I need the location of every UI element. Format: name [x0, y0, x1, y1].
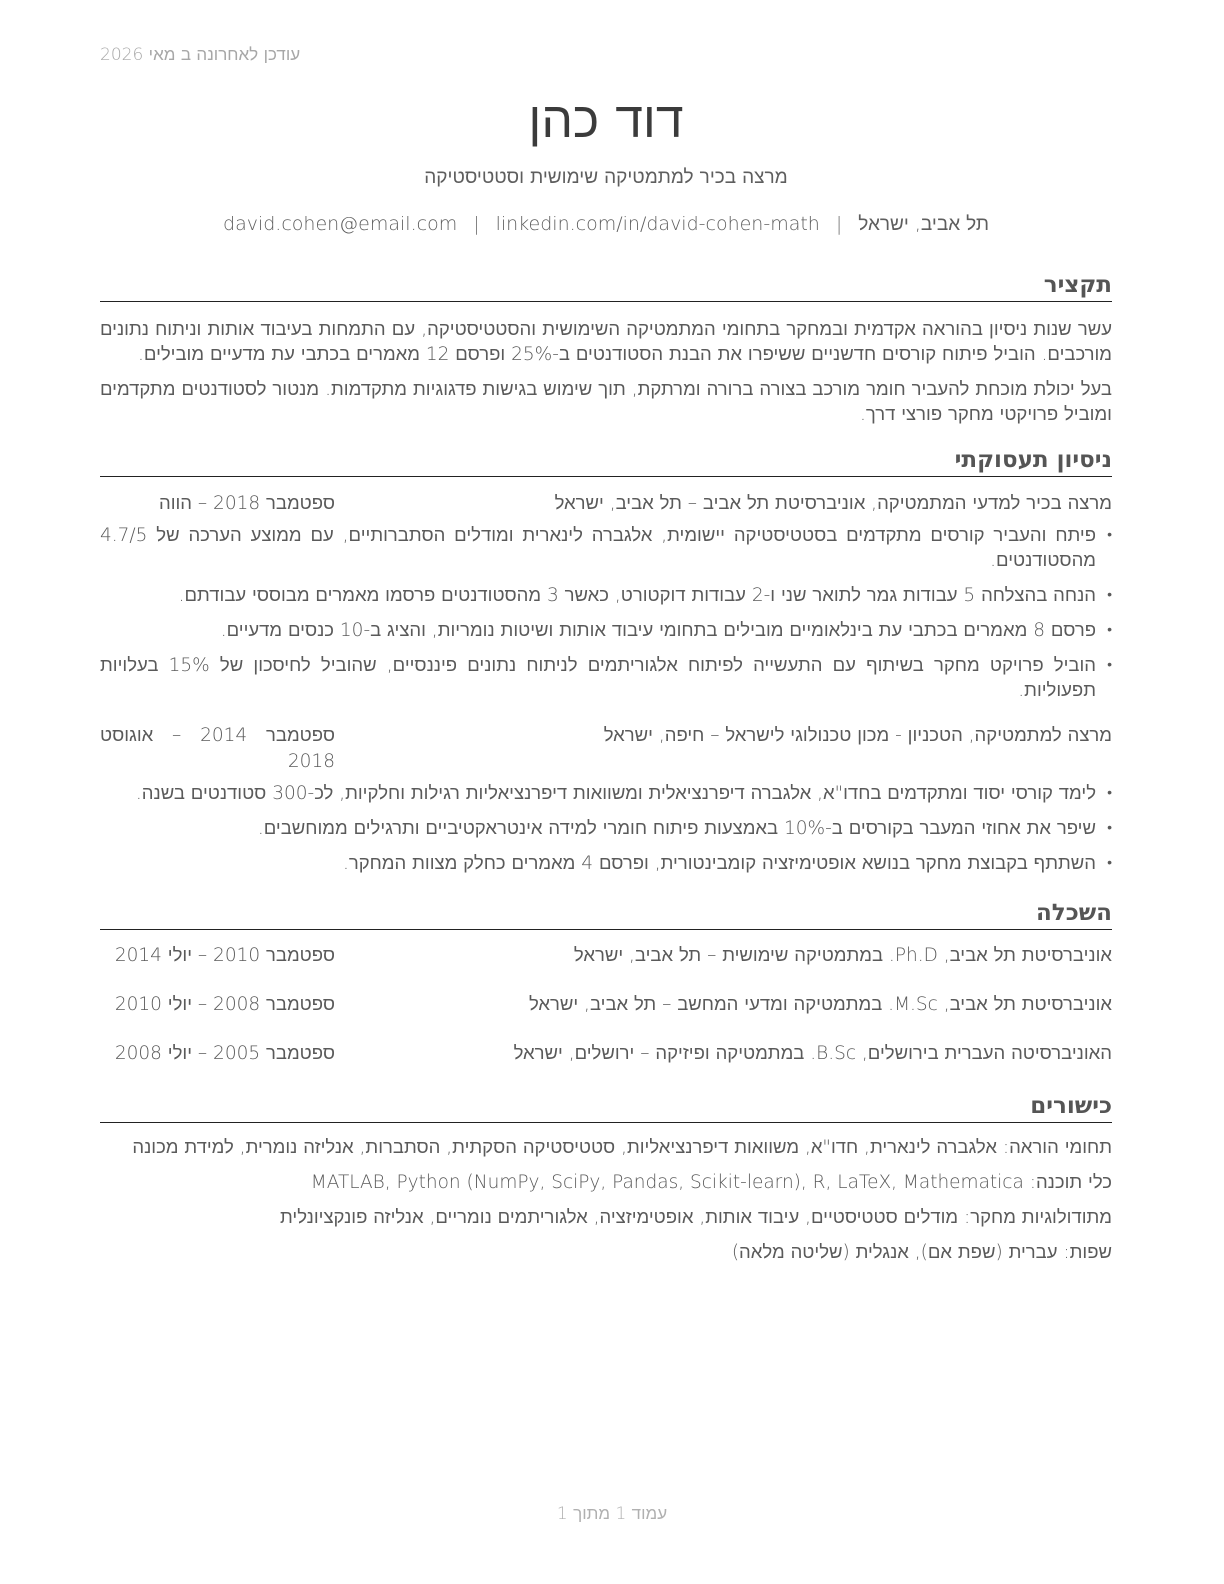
skills-heading: כישורים: [100, 1091, 1112, 1123]
skills-section: [100, 1091, 1112, 1265]
resume-header: [100, 0, 1112, 236]
job-bullet: • לימד קורסי יסוד ומתקדמים בחדו"א, אלגברה דיפרנציאלית ומשוואות דיפרנציאליות רגילות וחלקיות, לכ-300 סטודנטים בשנה.: [100, 781, 1112, 806]
person-name: דוד כהן: [528, 91, 684, 149]
education-degree: אוניברסיטת תל אביב, M.Sc. במתמטיקה ומדעי המחשב – תל אביב, ישראל: [528, 994, 1112, 1015]
education-item: [100, 1041, 1112, 1067]
contact-separator: |: [473, 213, 480, 235]
page-number: עמוד 1 מתוך 1: [556, 1504, 668, 1524]
job-header-row: [100, 723, 1112, 775]
job-header-row: [100, 491, 1112, 517]
skill-line: שפות: עברית (שפת אם), אנגלית (שליטה מלאה): [731, 1242, 1112, 1263]
summary-section: [100, 270, 1112, 427]
job-bullet: • הנחה בהצלחה 5 עבודות גמר לתואר שני ו-2 עבודות דוקטורט, כאשר 3 מהסטודנטים פרסמו מאמרים מבוססי עבודתם.: [100, 583, 1112, 608]
contact-line: [100, 213, 1112, 236]
job-bullet: • פיתח והעביר קורסים מתקדמים בסטטיסטיקה יישומית, אלגברה לינארית ומודלים הסתברותיים, עם ממוצע הערכה של 4.7/5 מהסטודנטים.: [100, 523, 1112, 573]
summary-paragraph: בעל יכולת מוכחת להעביר חומר מורכב בצורה ברורה ומרתקת, תוך שימוש בגישות פדגוגיות מתקדמות. מנטור לסטודנטים מתקדמים ומוביל פרויקטי מחקר פורצי דרך.: [100, 379, 1112, 425]
summary-paragraph: עשר שנות ניסיון בהוראה אקדמית ובמחקר בתחומי המתמטיקה השימושית והסטטיסטיקה, עם התמחות בעיבוד אותות וניתוח נתונים מורכבים. הוביל פיתוח קורסים חדשניים ששיפרו את הבנת הסטודנטים ב-25% ופרסם 12 מאמרים בכתבי עת מדעיים מובילים.: [100, 319, 1112, 365]
job-bullet: • פרסם 8 מאמרים בכתבי עת בינלאומיים מובילים בתחומי עיבוד אותות ושיטות נומריות, והציג ב-10 כנסים מדעיים.: [100, 618, 1112, 643]
job-title: מרצה למתמטיקה, הטכניון - מכון טכנולוגי לישראל – חיפה, ישראל: [603, 725, 1112, 746]
job-bullets: [100, 523, 1112, 703]
experience-section: [100, 445, 1112, 876]
job-bullet: • השתתף בקבוצת מחקר בנושא אופטימיזציה קומבינטורית, ופרסם 4 מאמרים כחלק מצוות המחקר.: [100, 851, 1112, 876]
contact-location: תל אביב, ישראל: [858, 213, 989, 235]
job-dates: ספטמבר 2018 – הווה: [158, 493, 335, 514]
education-item: [100, 992, 1112, 1018]
skill-line: מתודולוגיות מחקר: מודלים סטטיסטיים, עיבוד אותות, אופטימיזציה, אלגוריתמים נומריים, אנליזה פונקציונלית: [279, 1207, 1112, 1228]
skills-list: [100, 1135, 1112, 1265]
education-dates: ספטמבר 2008 – יולי 2010: [114, 994, 335, 1015]
job-entry: [100, 723, 1112, 876]
contact-linkedin[interactable]: linkedin.com/in/david-cohen-math: [495, 213, 820, 235]
skill-line: תחומי הוראה: אלגברה לינארית, חדו"א, משוואות דיפרנציאליות, סטטיסטיקה הסקתית, הסתברות, אנליזה נומרית, למידת מכונה: [132, 1137, 1112, 1158]
job-bullet: • שיפר את אחוזי המעבר בקורסים ב-10% באמצעות פיתוח חומרי למידה אינטראקטיביים ותרגילים ממוחשבים.: [100, 816, 1112, 841]
education-dates: ספטמבר 2010 – יולי 2014: [114, 945, 335, 966]
job-entry: [100, 491, 1112, 703]
education-dates: ספטמבר 2005 – יולי 2008: [114, 1043, 335, 1064]
education-section: [100, 898, 1112, 1067]
experience-heading: ניסיון תעסוקתי: [100, 445, 1112, 477]
last-updated-note: עודכן לאחרונה ב מאי 2026: [100, 45, 301, 65]
job-subtitle: מרצה בכיר למתמטיקה שימושית וסטטיסטיקה: [424, 166, 788, 188]
job-bullets: [100, 781, 1112, 876]
education-heading: השכלה: [100, 898, 1112, 930]
education-item: [100, 943, 1112, 969]
job-dates: ספטמבר 2014 – אוגוסט 2018: [100, 725, 335, 772]
education-degree: אוניברסיטת תל אביב, Ph.D. במתמטיקה שימושית – תל אביב, ישראל: [573, 945, 1112, 966]
contact-separator: |: [835, 213, 843, 235]
summary-heading: תקציר: [100, 270, 1112, 302]
job-title: מרצה בכיר למדעי המתמטיקה, אוניברסיטת תל אביב – תל אביב, ישראל: [554, 493, 1112, 514]
job-bullet: • הוביל פרויקט מחקר בשיתוף עם התעשייה לפיתוח אלגוריתמים לניתוח נתונים פיננסיים, שהוביל לחיסכון של 15% בעלויות תפעוליות.: [100, 653, 1112, 703]
skill-line: כלי תוכנה: MATLAB, Python (NumPy, SciPy, Pandas, Scikit-learn), R, LaTeX, Mathematica: [310, 1172, 1112, 1193]
contact-email[interactable]: david.cohen@email.com: [223, 213, 458, 235]
education-degree: האוניברסיטה העברית בירושלים, B.Sc. במתמטיקה ופיזיקה – ירושלים, ישראל: [513, 1043, 1112, 1064]
